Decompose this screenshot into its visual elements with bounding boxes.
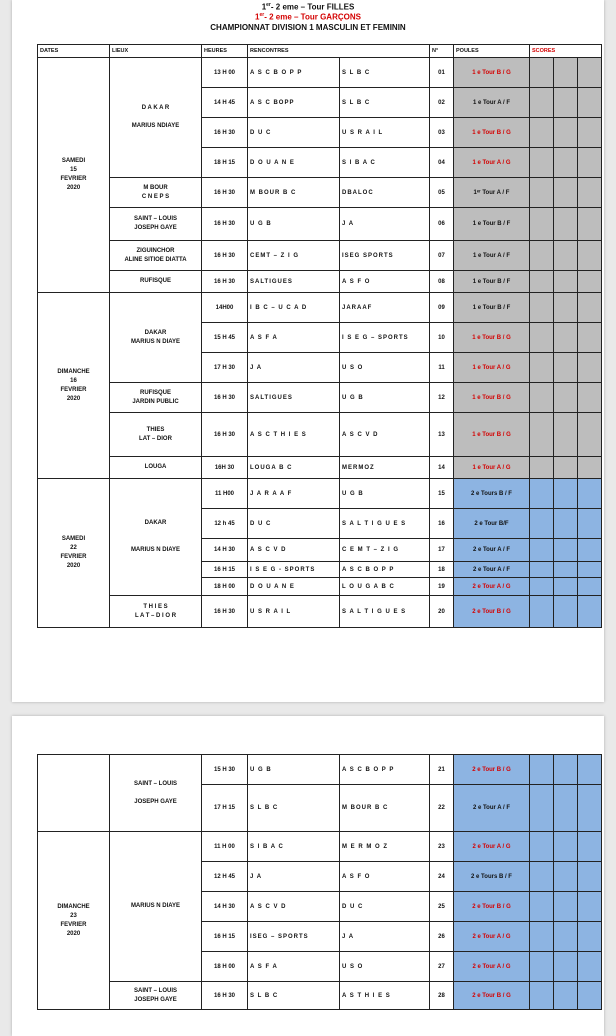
away-team: A S C V D [340, 413, 430, 457]
score-cell-3 [578, 755, 602, 785]
time-cell: 13 H 00 [202, 58, 248, 88]
pool-cell: 1 e Tour B / F [454, 208, 530, 241]
match-number: 17 [430, 539, 454, 562]
time-cell: 18 H 15 [202, 148, 248, 178]
home-team: S I B A C [248, 832, 340, 862]
home-team: A S C B O P P [248, 58, 340, 88]
column-header-heures: HEURES [202, 45, 248, 58]
score-cell-1 [530, 208, 554, 241]
score-cell-3 [578, 148, 602, 178]
score-cell-1 [530, 785, 554, 832]
match-number: 28 [430, 982, 454, 1010]
match-number: 18 [430, 562, 454, 578]
score-cell-2 [554, 578, 578, 596]
time-cell: 16 H 30 [202, 982, 248, 1010]
score-cell-3 [578, 596, 602, 628]
match-number: 03 [430, 118, 454, 148]
home-team: U G B [248, 755, 340, 785]
home-team: A S F A [248, 323, 340, 353]
match-number: 11 [430, 353, 454, 383]
away-team: ISEG SPORTS [340, 241, 430, 271]
match-number: 04 [430, 148, 454, 178]
venue-cell: DAKAR MARIUS N DIAYE [110, 479, 202, 596]
time-cell: 16 H 30 [202, 118, 248, 148]
score-cell-2 [554, 785, 578, 832]
home-team: I B C – U C A D [248, 293, 340, 323]
score-cell-2 [554, 922, 578, 952]
home-team: ISEG – SPORTS [248, 922, 340, 952]
match-number: 19 [430, 578, 454, 596]
score-cell-2 [554, 208, 578, 241]
match-number: 15 [430, 479, 454, 509]
score-cell-2 [554, 952, 578, 982]
score-cell-1 [530, 509, 554, 539]
score-cell-2 [554, 88, 578, 118]
schedule-page-1 [12, 0, 604, 702]
score-cell-3 [578, 578, 602, 596]
match-number: 12 [430, 383, 454, 413]
match-number: 27 [430, 952, 454, 982]
away-team: U S O [340, 353, 430, 383]
home-team: A S F A [248, 952, 340, 982]
away-team: JARAAF [340, 293, 430, 323]
home-team: D U C [248, 509, 340, 539]
pool-cell: 2 e Tour A / F [454, 785, 530, 832]
venue-cell: DAKAR MARIUS N DIAYE [110, 293, 202, 383]
pool-cell: 1 e Tour A / G [454, 148, 530, 178]
match-number: 05 [430, 178, 454, 208]
venue-cell: THIES LAT – DIOR [110, 413, 202, 457]
pool-cell: 2 e Tours B / F [454, 479, 530, 509]
score-cell-2 [554, 562, 578, 578]
home-team: J A [248, 353, 340, 383]
away-team: U S O [340, 952, 430, 982]
table-row [38, 293, 602, 323]
date-cell: DIMANCHE 16 FEVRIER 2020 [38, 293, 110, 479]
score-cell-2 [554, 755, 578, 785]
score-cell-1 [530, 118, 554, 148]
away-team: A S C B O P P [340, 562, 430, 578]
score-cell-2 [554, 353, 578, 383]
table-row [38, 271, 602, 293]
time-cell: 16 H 30 [202, 241, 248, 271]
pool-cell: 2 e Tour B/F [454, 509, 530, 539]
away-team: S L B C [340, 88, 430, 118]
score-cell-2 [554, 413, 578, 457]
match-number: 21 [430, 755, 454, 785]
pool-cell: 1 e Tour B / G [454, 383, 530, 413]
time-cell: 16 H 30 [202, 413, 248, 457]
pool-cell: 2 e Tour A / G [454, 952, 530, 982]
home-team: LOUGA B C [248, 457, 340, 479]
score-cell-1 [530, 596, 554, 628]
column-header-lieux: LIEUX [110, 45, 202, 58]
home-team: CEMT – Z I G [248, 241, 340, 271]
time-cell: 11 H00 [202, 479, 248, 509]
home-team: A S C T H I E S [248, 413, 340, 457]
away-team: L O U G A B C [340, 578, 430, 596]
home-team: D U C [248, 118, 340, 148]
match-number: 20 [430, 596, 454, 628]
away-team: MERMOZ [340, 457, 430, 479]
column-header-n: N° [430, 45, 454, 58]
score-cell-1 [530, 383, 554, 413]
pool-cell: 1 e Tour A / G [454, 457, 530, 479]
score-cell-3 [578, 952, 602, 982]
pool-cell: 2 e Tour A / F [454, 539, 530, 562]
time-cell: 16 H 30 [202, 271, 248, 293]
score-cell-2 [554, 509, 578, 539]
home-team: M BOUR B C [248, 178, 340, 208]
venue-cell: D A K A R MARIUS NDIAYE [110, 58, 202, 178]
match-number: 07 [430, 241, 454, 271]
pool-cell: 2 e Tours B / F [454, 862, 530, 892]
time-cell: 17 H 30 [202, 353, 248, 383]
score-cell-3 [578, 982, 602, 1010]
table-row [38, 413, 602, 457]
venue-cell: RUFISQUE JARDIN PUBLIC [110, 383, 202, 413]
time-cell: 15 H 45 [202, 323, 248, 353]
score-cell-2 [554, 383, 578, 413]
match-number: 02 [430, 88, 454, 118]
time-cell: 12 H 45 [202, 862, 248, 892]
score-cell-2 [554, 479, 578, 509]
time-cell: 14 H 45 [202, 88, 248, 118]
time-cell: 14 H 30 [202, 892, 248, 922]
header-line-3: CHAMPIONNAT DIVISION 1 MASCULIN ET FEMININ [210, 23, 406, 32]
score-cell-1 [530, 148, 554, 178]
score-cell-3 [578, 479, 602, 509]
score-cell-1 [530, 479, 554, 509]
time-cell: 14 H 30 [202, 539, 248, 562]
score-cell-1 [530, 293, 554, 323]
match-number: 23 [430, 832, 454, 862]
time-cell: 12 h 45 [202, 509, 248, 539]
score-cell-3 [578, 832, 602, 862]
pool-cell: 1 e Tour B / G [454, 323, 530, 353]
away-team: DBALOC [340, 178, 430, 208]
home-team: S L B C [248, 785, 340, 832]
pool-cell: 1 e Tour B / F [454, 293, 530, 323]
table-row [38, 383, 602, 413]
pool-cell: 1 e Tour A / F [454, 88, 530, 118]
pool-cell: 2 e Tour B / G [454, 596, 530, 628]
score-cell-3 [578, 862, 602, 892]
score-cell-3 [578, 323, 602, 353]
away-team: S L B C [340, 58, 430, 88]
score-cell-1 [530, 982, 554, 1010]
score-cell-1 [530, 832, 554, 862]
away-team: J A [340, 922, 430, 952]
match-number: 25 [430, 892, 454, 922]
score-cell-3 [578, 539, 602, 562]
pool-cell: 2 e Tour B / G [454, 755, 530, 785]
score-cell-3 [578, 353, 602, 383]
match-number: 24 [430, 862, 454, 892]
table-row [38, 596, 602, 628]
venue-cell: MARIUS N DIAYE [110, 832, 202, 982]
home-team: J A [248, 862, 340, 892]
home-team: U G B [248, 208, 340, 241]
column-header-dates: DATES [38, 45, 110, 58]
date-cell [38, 755, 110, 832]
time-cell: 16 H 30 [202, 383, 248, 413]
home-team: A S C BOPP [248, 88, 340, 118]
home-team: I S E G - SPORTS [248, 562, 340, 578]
score-cell-3 [578, 785, 602, 832]
table-row [38, 208, 602, 241]
score-cell-2 [554, 457, 578, 479]
schedule-page-2 [12, 716, 604, 1036]
time-cell: 17 H 15 [202, 785, 248, 832]
score-cell-3 [578, 413, 602, 457]
match-number: 26 [430, 922, 454, 952]
time-cell: 16 H 15 [202, 562, 248, 578]
away-team: S A L T I G U E S [340, 509, 430, 539]
score-cell-3 [578, 509, 602, 539]
venue-cell: M BOUR C N E P S [110, 178, 202, 208]
table-row [38, 178, 602, 208]
home-team: J A R A A F [248, 479, 340, 509]
score-cell-1 [530, 922, 554, 952]
away-team: S A L T I G U E S [340, 596, 430, 628]
venue-cell: T H I E S L A T – D I O R [110, 596, 202, 628]
date-cell: DIMANCHE 23 FEVRIER 2020 [38, 832, 110, 1010]
away-team: D U C [340, 892, 430, 922]
score-cell-2 [554, 892, 578, 922]
score-cell-3 [578, 922, 602, 952]
away-team: A S F O [340, 862, 430, 892]
pool-cell: 1 e Tour B / G [454, 118, 530, 148]
score-cell-2 [554, 832, 578, 862]
pool-cell: 1 e Tour A / G [454, 353, 530, 383]
score-cell-1 [530, 58, 554, 88]
score-cell-3 [578, 271, 602, 293]
score-cell-1 [530, 178, 554, 208]
match-number: 16 [430, 509, 454, 539]
table-row [38, 479, 602, 509]
score-cell-1 [530, 952, 554, 982]
score-cell-3 [578, 457, 602, 479]
time-cell: 16 H 30 [202, 178, 248, 208]
score-cell-2 [554, 862, 578, 892]
time-cell: 18 H 00 [202, 578, 248, 596]
score-cell-3 [578, 241, 602, 271]
header-line-1: 1er- 2 eme – Tour FILLES [261, 2, 355, 12]
match-number: 13 [430, 413, 454, 457]
away-team: M BOUR B C [340, 785, 430, 832]
pool-cell: 2 e Tour A / G [454, 578, 530, 596]
score-cell-3 [578, 178, 602, 208]
time-cell: 18 H 00 [202, 952, 248, 982]
score-cell-2 [554, 178, 578, 208]
score-cell-1 [530, 755, 554, 785]
score-cell-1 [530, 413, 554, 457]
date-cell: SAMEDI 15 FEVRIER 2020 [38, 58, 110, 293]
schedule-table-2 [37, 754, 602, 1010]
pool-cell: 2 e Tour B / G [454, 892, 530, 922]
pool-cell: 1ᵉʳ Tour A / F [454, 178, 530, 208]
score-cell-1 [530, 892, 554, 922]
away-team: S I B A C [340, 148, 430, 178]
column-header-rencontres: RENCONTRES [248, 45, 430, 58]
venue-cell: RUFISQUE [110, 271, 202, 293]
score-cell-1 [530, 862, 554, 892]
score-cell-2 [554, 982, 578, 1010]
score-cell-2 [554, 323, 578, 353]
pool-cell: 1 e Tour A / F [454, 241, 530, 271]
away-team: I S E G – SPORTS [340, 323, 430, 353]
score-cell-2 [554, 293, 578, 323]
table-row [38, 241, 602, 271]
score-cell-3 [578, 293, 602, 323]
away-team: J A [340, 208, 430, 241]
time-cell: 14H00 [202, 293, 248, 323]
pool-cell: 1 e Tour B / G [454, 413, 530, 457]
schedule-table-1 [37, 44, 602, 628]
away-team: U S R A I L [340, 118, 430, 148]
header-line-2: 1er- 2 eme – Tour GARÇONS [255, 12, 361, 22]
score-cell-3 [578, 562, 602, 578]
score-cell-3 [578, 383, 602, 413]
score-cell-3 [578, 58, 602, 88]
column-header-poules: POULES [454, 45, 530, 58]
pool-cell: 2 e Tour A / G [454, 922, 530, 952]
time-cell: 16 H 30 [202, 208, 248, 241]
time-cell: 16H 30 [202, 457, 248, 479]
match-number: 14 [430, 457, 454, 479]
home-team: U S R A I L [248, 596, 340, 628]
away-team: A S T H I E S [340, 982, 430, 1010]
home-team: D O U A N E [248, 148, 340, 178]
match-number: 08 [430, 271, 454, 293]
score-cell-1 [530, 241, 554, 271]
match-number: 09 [430, 293, 454, 323]
pool-cell: 1 e Tour B / F [454, 271, 530, 293]
score-cell-2 [554, 118, 578, 148]
away-team: C E M T – Z I G [340, 539, 430, 562]
home-team: S L B C [248, 982, 340, 1010]
venue-cell: LOUGA [110, 457, 202, 479]
home-team: SALTIGUES [248, 383, 340, 413]
time-cell: 15 H 30 [202, 755, 248, 785]
score-cell-2 [554, 271, 578, 293]
match-number: 06 [430, 208, 454, 241]
venue-cell: SAINT – LOUIS JOSEPH GAYE [110, 755, 202, 832]
table-row [38, 457, 602, 479]
away-team: A S F O [340, 271, 430, 293]
score-cell-3 [578, 892, 602, 922]
score-cell-2 [554, 539, 578, 562]
score-cell-2 [554, 596, 578, 628]
score-cell-2 [554, 148, 578, 178]
venue-cell: SAINT – LOUIS JOSEPH GAYE [110, 208, 202, 241]
date-cell: SAMEDI 22 FEVRIER 2020 [38, 479, 110, 628]
away-team: U G B [340, 383, 430, 413]
score-cell-2 [554, 58, 578, 88]
score-cell-1 [530, 88, 554, 118]
score-cell-1 [530, 457, 554, 479]
table-row [38, 755, 602, 785]
home-team: D O U A N E [248, 578, 340, 596]
column-header-scores: SCORES [530, 45, 602, 58]
score-cell-3 [578, 88, 602, 118]
match-number: 22 [430, 785, 454, 832]
score-cell-3 [578, 118, 602, 148]
home-team: A S C V D [248, 539, 340, 562]
table-row [38, 982, 602, 1010]
away-team: U G B [340, 479, 430, 509]
venue-cell: ZIGUINCHOR ALINE SITIOE DIATTA [110, 241, 202, 271]
score-cell-1 [530, 539, 554, 562]
time-cell: 16 H 15 [202, 922, 248, 952]
score-cell-2 [554, 241, 578, 271]
table-header-row [38, 45, 602, 58]
match-number: 01 [430, 58, 454, 88]
time-cell: 16 H 30 [202, 596, 248, 628]
pool-cell: 1 e Tour B / G [454, 58, 530, 88]
table-row [38, 832, 602, 862]
venue-cell: SAINT – LOUIS JOSEPH GAYE [110, 982, 202, 1010]
match-number: 10 [430, 323, 454, 353]
score-cell-1 [530, 323, 554, 353]
score-cell-3 [578, 208, 602, 241]
score-cell-1 [530, 578, 554, 596]
score-cell-1 [530, 562, 554, 578]
score-cell-1 [530, 353, 554, 383]
table-row [38, 58, 602, 88]
home-team: A S C V D [248, 892, 340, 922]
score-cell-1 [530, 271, 554, 293]
away-team: A S C B O P P [340, 755, 430, 785]
pool-cell: 2 e Tour A / F [454, 562, 530, 578]
pool-cell: 2 e Tour B / G [454, 982, 530, 1010]
pool-cell: 2 e Tour A / G [454, 832, 530, 862]
time-cell: 11 H 00 [202, 832, 248, 862]
home-team: SALTIGUES [248, 271, 340, 293]
away-team: M E R M O Z [340, 832, 430, 862]
